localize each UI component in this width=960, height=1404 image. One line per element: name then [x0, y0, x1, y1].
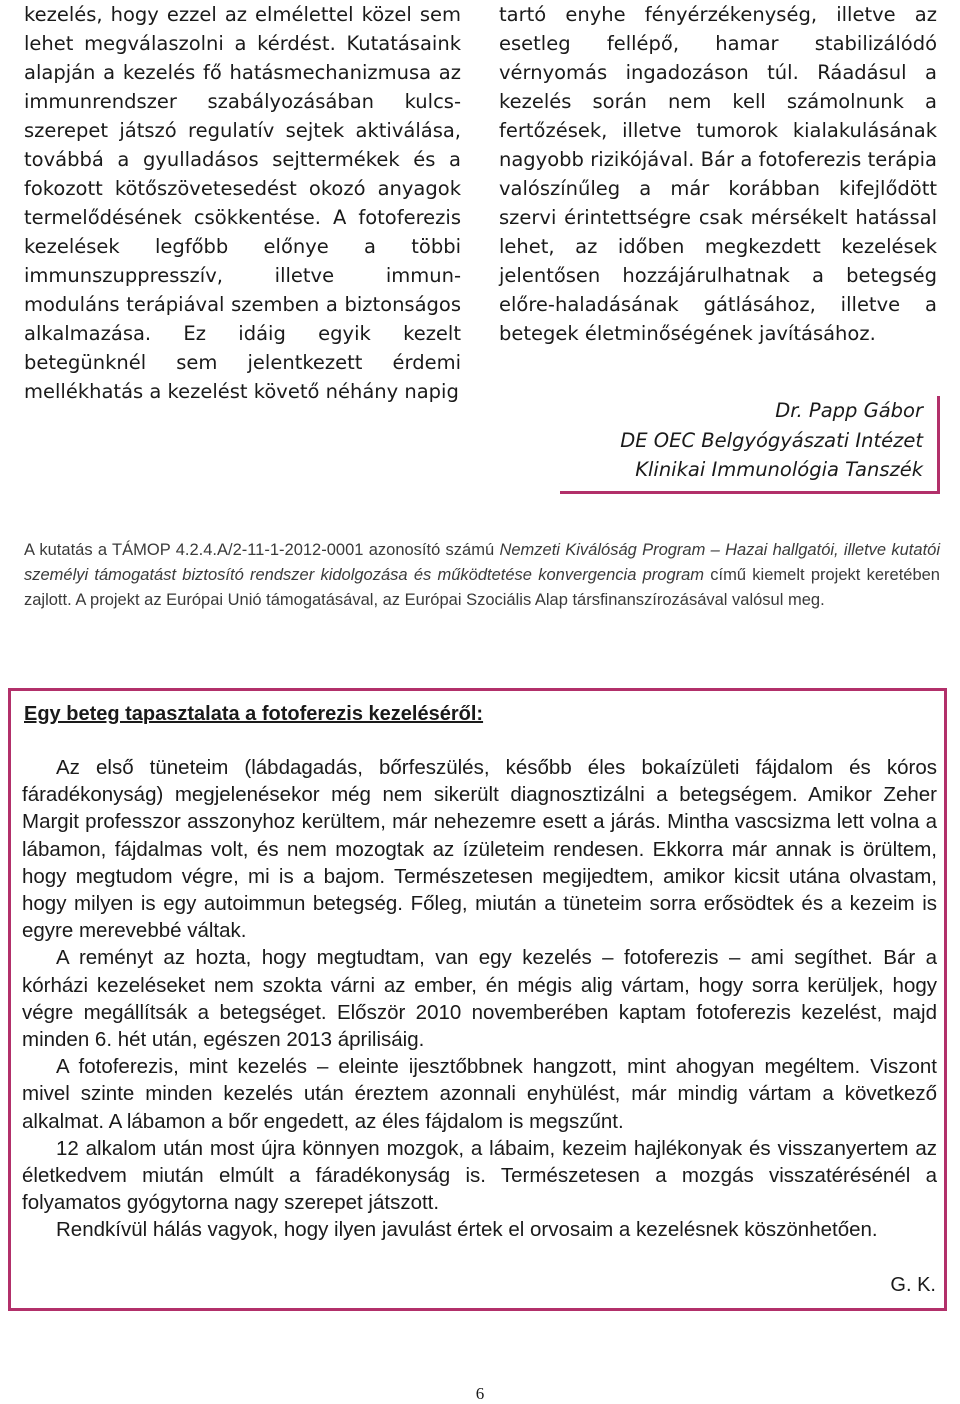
story-paragraph: A reményt az hozta, hogy megtudtam, van egy kezelés – fotoferezis – ami segíthet. Bár a kórházi kezeléseket nem szokta várni az ember, én mégis alig vártam, hogy sorra kerüljek, hogy végre megállítsák a betegséget. Először 2010 novemberében kaptam fotoferezis kezelést, majd minden 6. hét után, egészen 2013 áprilisáig.	[22, 946, 937, 1052]
funding-text-1: A kutatás a TÁMOP 4.2.4.A/2-11-1-2012-0001 azonosító számú	[24, 541, 500, 559]
story-paragraph: 12 alkalom után most újra könnyen mozgok, a lábaim, kezeim hajlékonyak és visszanyertem az életkedvem miután elmúlt a fáradékonyság is. Természetesen a mozgás visszatérésénél a folyamatos gyógytorna nagy szerepet játszott.	[22, 1136, 937, 1215]
author-signature	[560, 396, 940, 494]
funding-text-2: című kiemelt projekt keretében zajlott. A projekt az Európai Unió támogatásával, az Európai Szociális Alap társfinanszírozásával valósul meg.	[24, 566, 940, 609]
patient-signature: G. K.	[890, 1274, 936, 1296]
article-text-left: kezelés, hogy ezzel az elmélettel közel sem lehet megválaszolni a kérdést. Kutatásaink alapján a kezelés fő hatásmechanizmusa az immunrendszer szabályozásában kulcs-szerepet játszó regulatív sejtek aktiválása, továbbá a gyulladásos sejttermékek és a fokozott kötőszövetesedést okozó anyagok termelődésének csökkentése. A fotoferezis kezelések legfőbb előnye a többi immunszuppresszív, illetve immun-moduláns terápiával szemben a biztonságos alkalmazása. Ez idáig egyik kezelt betegünknél sem jelentkezett érdemi mellékhatás a kezelést követő néhány napig	[24, 3, 461, 403]
author-department: Klinikai Immunológia Tanszék	[635, 458, 923, 481]
author-name: Dr. Papp Gábor	[775, 399, 923, 422]
article-column-left	[24, 0, 461, 406]
funding-note	[24, 538, 940, 613]
patient-story-title: Egy beteg tapasztalata a fotoferezis kezeléséről:	[24, 703, 484, 725]
page-number: 6	[475, 1384, 485, 1403]
article-column-right	[499, 0, 937, 348]
article-text-right: tartó enyhe fényérzékenység, illetve az esetleg fellépő, hamar stabilizálódó vérnyomás ingadozáson túl. Ráadásul a kezelés során nem kell számolnunk a fertőzések, illetve tumorok kialakulásának nagyobb rizikójával. Bár a fotoferezis terápia valószínűleg a már korábban kifejlődött szervi érintettségre csak mérsékelt hatással lehet, az időben megkezdett kezelések jelentősen hozzájárulhatnak a betegség előre-haladásának gátlásához, illetve a betegek életminőségének javításához.	[499, 3, 937, 345]
author-institute: DE OEC Belgyógyászati Intézet	[620, 428, 923, 452]
patient-story-text	[22, 754, 937, 1244]
funding-program-name: Nemzeti Kiválóság Program – Hazai hallgatói, illetve kutatói személyi támogatást biztosító rendszer kidolgozása és működtetése konvergencia program	[24, 541, 940, 584]
story-paragraph: A fotoferezis, mint kezelés – eleinte ijesztőbbnek hangzott, mint ahogyan megéltem. Viszont mivel szinte minden kezelés után éreztem azonnali enyhülést, már mindig vártam a következő alkalmat. A lábamon a bőr engedett, az éles fájdalom is megszűnt.	[22, 1055, 937, 1133]
story-paragraph: Az első tüneteim (lábdagadás, bőrfeszülés, később éles bokaízületi fájdalom és kóros fáradékonyság) megjelenésekor még nem sikerült diagnosztizálni a betegségem. Amikor Zeher Margit professzor asszonyhoz kerültem, már nehezemre esett a járás. Mintha vascsizma lett volna a lábamon, fájdalmas volt, és nem mozogtak az ízületeim rendesen. Ekkorra már annak is örültem, hogy megtudom végre, mi is a bajom. Természetesen megijedtem, amikor kicsit utána olvastam, hogy milyen is egy autoimmun betegség. Főleg, miután a tüneteim sorra erősödtek és a kezeim is egyre merevebbé váltak.	[22, 756, 937, 943]
story-paragraph: Rendkívül hálás vagyok, hogy ilyen javulást értek el orvosaim a kezelésnek köszönhetően.	[56, 1218, 878, 1242]
